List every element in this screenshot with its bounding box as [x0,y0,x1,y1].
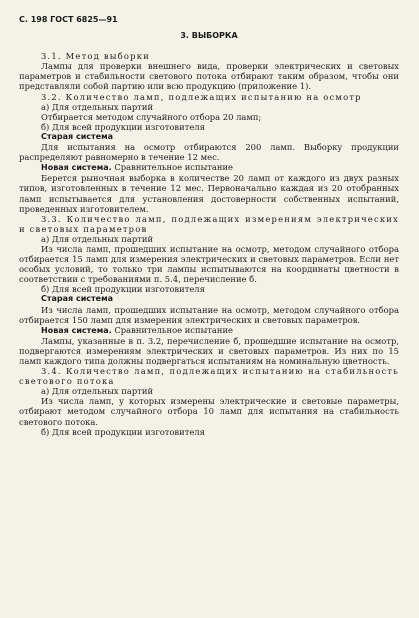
section-3-1-heading: 3.1. Метод выборки [41,51,150,62]
section-3-3-item-a: а) Для отдельных партий [41,233,154,244]
section-3-3-item-b: б) Для всей продукции изготовителя [41,284,205,295]
section-3-3-item-a-text: Из числа ламп, прошедших испытание на осмотр, методом случайного отбора отбирается 15 ламп для измерения электрических и световых параметров. Если нет особых условий, то только три лампы испытываются на координаты цветности в соответствии с требованиями п. 5.4, перечисление б. [19,243,399,285]
section-3-4-item-a-text: Из числа ламп, у которых измерены электрические и световые параметры, отбирают методом случайного отбора 10 ламп для испытания на стабильность светового потока. [19,396,399,427]
section-3-2-item-b: б) Для всей продукции изготовителя [41,121,205,132]
old-system-heading: Старая система [41,294,114,304]
section-3-3-new-system-text: Лампы, указанные в п. 3.2, перечисление б, прошедшие испытание на осмотр, подвергаются измерениям электрических и световых параметров. Из них по 15 ламп каждого типа должны подвергаться испытаниям на номинальную цветность. [19,335,399,366]
new-system-subtitle: Сравнительное испытание [114,324,233,335]
section-3-2-item-a-text: Отбирается методом случайного отбора 20 ламп; [41,111,262,122]
section-3-3-old-system-text: Из числа ламп, прошедших испытание на осмотр, методом случайного отбора отбирается 150 ламп для измерения электрических и световых параметров. [19,304,399,325]
new-system-heading [19,325,399,336]
section-3-2-new-system-text: Берется рыночная выборка в количестве 20 ламп от каждого из двух разных типов, изготовленных в течение 12 мес. Первоначально каждая из 20 отобранных ламп испытывается для установления достоверности собственных испытаний, проведенных изготовителем. [19,173,399,214]
section-3-1-text: Лампы для проверки внешнего вида, проверки электрических и световых параметров и стабильности светового потока отбирают таким образом, чтобы они представляли собой партию или всю продукцию (приложение 1). [19,61,399,92]
section-3-4-item-a: а) Для отдельных партий [41,386,154,397]
section-3-3-heading: 3.3. Количество ламп, подлежащих измерениям электрических и световых параметров [19,213,399,234]
new-system-label: Новая система. [41,163,112,173]
old-system-heading: Старая система [41,131,114,141]
new-system-label: Новая система. [41,325,112,335]
section-3-2-heading: 3.2. Количество ламп, подлежащих испытанию на осмотр [41,91,362,102]
section-3-4-item-b: б) Для всей продукции изготовителя [41,426,205,437]
section-title: 3. ВЫБОРКА [180,31,238,41]
page-header: С. 198 ГОСТ 6825—91 [19,15,118,24]
section-3-2-item-a: а) Для отдельных партий [41,101,154,112]
section-3-2-old-system-text: Для испытания на осмотр отбираются 200 ламп. Выборку продукции распределяют равномерно в течение 12 мес. [19,142,399,163]
new-system-subtitle: Сравнительное испытание [114,162,233,173]
section-3-4-heading: 3.4. Количество ламп, подлежащих испытанию на стабильность светового потока [19,366,399,387]
new-system-heading [19,162,399,173]
